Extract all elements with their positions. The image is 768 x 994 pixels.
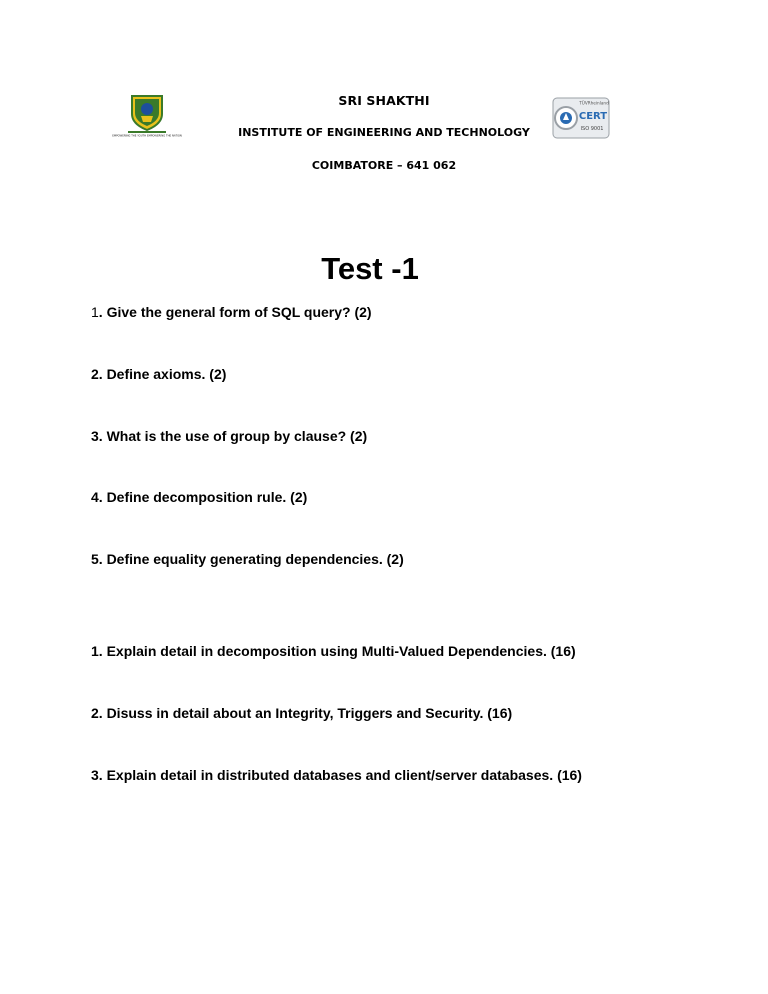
question-a-5 [91,551,404,567]
question-text: . Explain detail in distributed databases and client/server databases. (16) [98,767,582,783]
question-number: 3 [91,428,99,444]
cert-top-text: TÜVRheinland [579,100,609,106]
cert-sub-text: ISO 9001 [580,126,604,132]
institute-address: COIMBATORE – 641 062 [311,159,457,172]
question-text: . What is the use of group by clause? (2) [98,428,368,444]
question-text: . Disuss in detail about an Integrity, Triggers and Security. (16) [98,705,513,721]
question-a-1 [91,304,372,320]
question-text: . Define decomposition rule. (2) [98,489,308,505]
question-number: 4 [91,489,99,505]
question-number: 2 [91,705,99,721]
question-text: . Give the general form of SQL query? (2) [98,304,372,320]
institute-name: SRI SHAKTHI [338,93,430,108]
question-a-4 [91,489,307,505]
question-number: 2 [91,366,99,382]
question-text: . Define equality generating dependencies. (2) [98,551,404,567]
institute-subtitle: INSTITUTE OF ENGINEERING AND TECHNOLOGY [238,126,530,139]
emblem-motto: EMPOWERING THE YOUTH EMPOWERING THE NATION [112,134,182,138]
question-b-2 [91,705,512,721]
question-a-3 [91,428,367,444]
question-text: . Define axioms. (2) [98,366,227,382]
cert-text: CERT [578,111,608,122]
question-b-1 [91,643,576,659]
question-number: 1 [91,304,99,320]
question-b-3 [91,767,582,783]
question-number: 1 [91,643,99,659]
question-text: . Explain detail in decomposition using Multi-Valued Dependencies. (16) [98,643,576,659]
page-title: Test -1 [321,251,419,286]
question-number: 5 [91,551,99,567]
question-number: 3 [91,767,99,783]
question-a-2 [91,366,226,382]
